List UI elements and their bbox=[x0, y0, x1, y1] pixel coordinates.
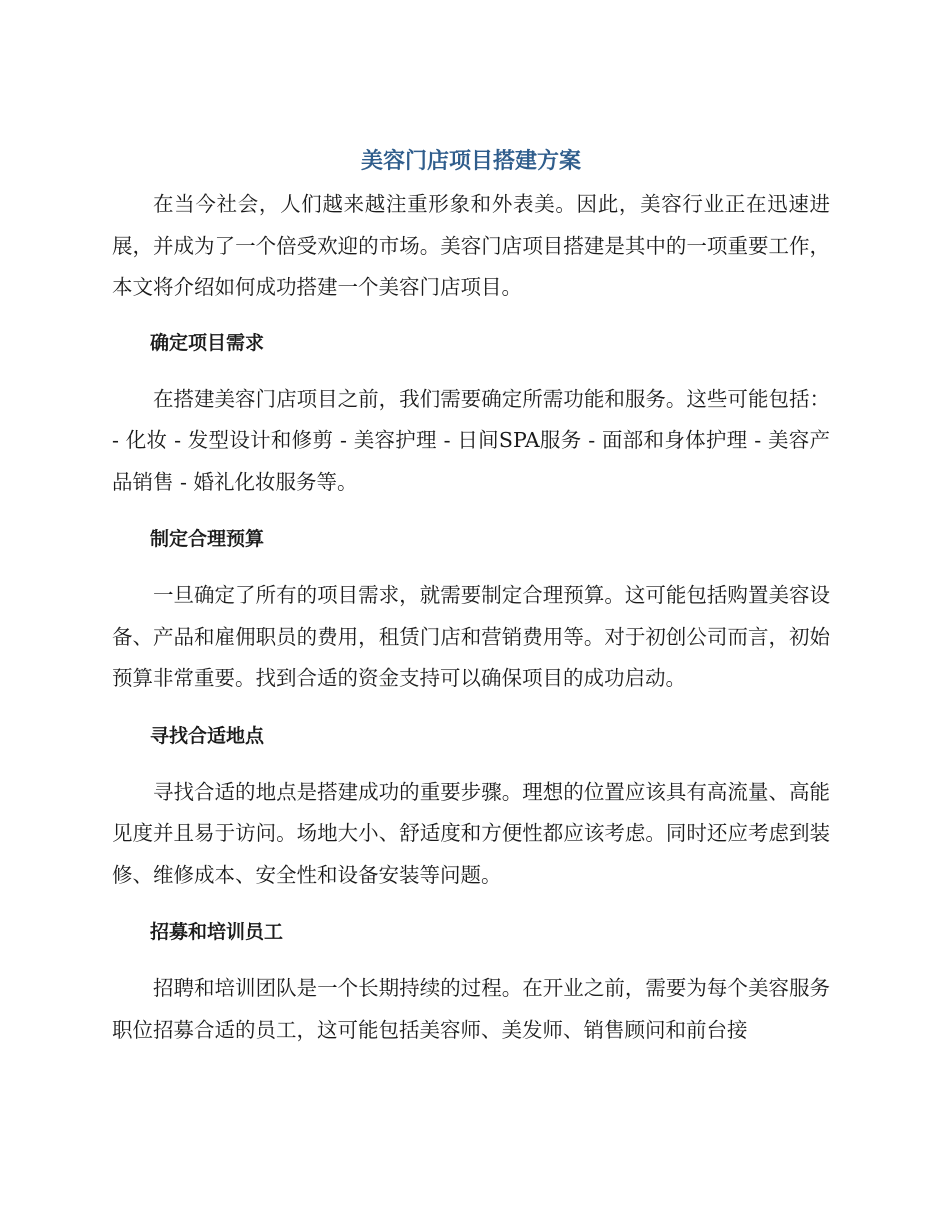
section-body-budget: 一旦确定了所有的项目需求，就需要制定合理预算。这可能包括购置美容设备、产品和雇佣职员的费用，租赁门店和营销费用等。对于初创公司而言，初始预算非常重要。找到合适的资金支持可以确保项目的成功启动。 bbox=[112, 583, 830, 690]
section-body-location: 寻找合适的地点是搭建成功的重要步骤。理想的位置应该具有高流量、高能见度并且易于访问。场地大小、舒适度和方便性都应该考虑。同时还应考虑到装修、维修成本、安全性和设备安装等问题。 bbox=[112, 779, 830, 887]
document-title: 美容门店项目搭建方案 bbox=[360, 149, 581, 174]
section-body-staff: 招聘和培训团队是一个长期持续的过程。在开业之前，需要为每个美容服务职位招募合适的员工，这可能包括美容师、美发师、销售顾问和前台接 bbox=[112, 976, 830, 1042]
section-heading-requirements: 确定项目需求 bbox=[150, 331, 265, 354]
document-body bbox=[112, 140, 830, 1051]
section-body-requirements: 在搭建美容门店项目之前，我们需要确定所需功能和服务。这些可能包括： - 化妆 - 发型设计和修剪 - 美容护理 - 日间SPA服务 - 面部和身体护理 - 美容产品销售 - 婚礼化妆服务等。 bbox=[112, 386, 830, 494]
section-heading-staff: 招募和培训员工 bbox=[150, 921, 284, 943]
section-heading-location: 寻找合适地点 bbox=[150, 724, 265, 747]
intro-paragraph: 在当今社会，人们越来越注重形象和外表美。因此，美容行业正在迅速进展，并成为了一个倍受欢迎的市场。美容门店项目搭建是其中的一项重要工作，本文将介绍如何成功搭建一个美容门店项目。 bbox=[112, 192, 830, 299]
section-heading-budget: 制定合理预算 bbox=[150, 528, 265, 550]
